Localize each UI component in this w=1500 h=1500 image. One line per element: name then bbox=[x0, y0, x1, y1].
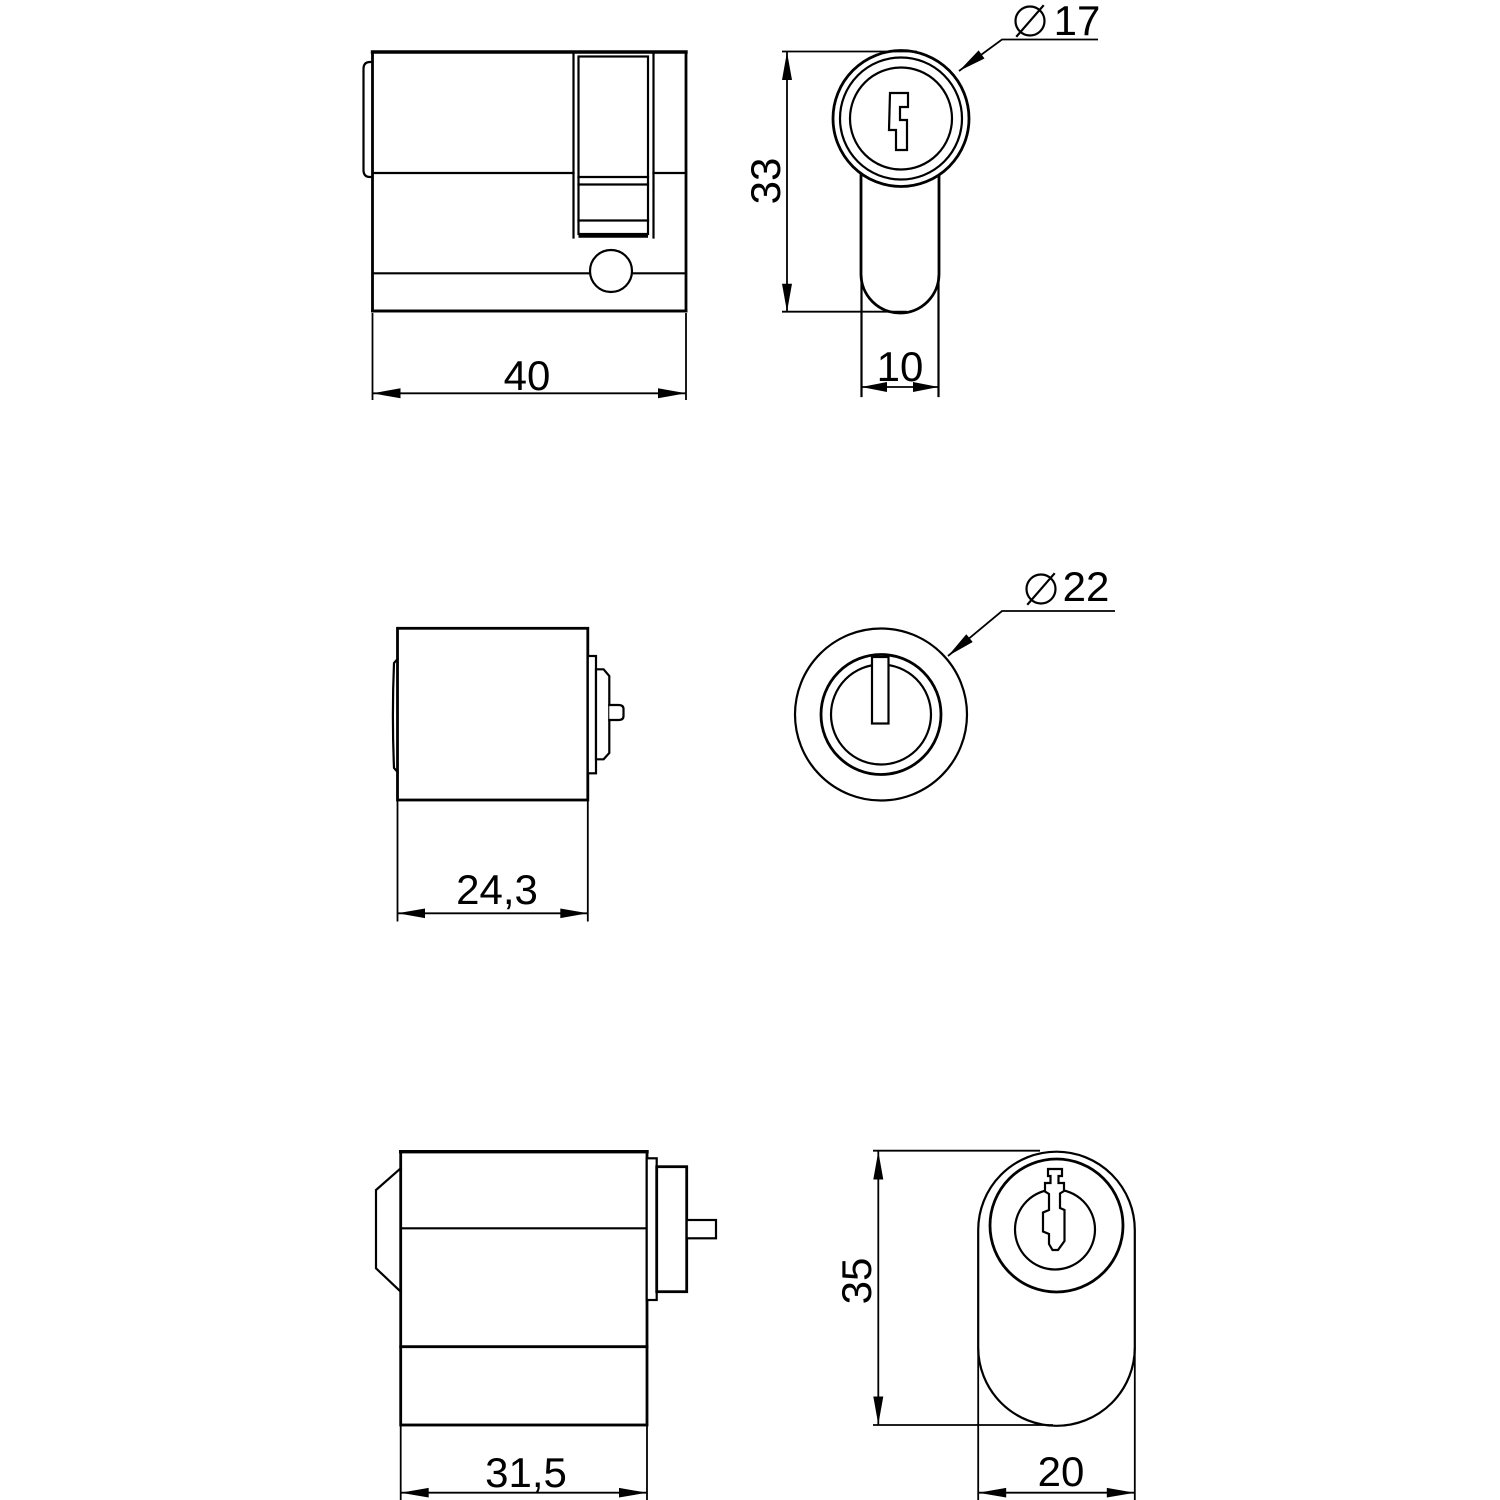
view-half-cylinder-front bbox=[742, 0, 1100, 396]
dim-label-17: 17 bbox=[1053, 0, 1101, 44]
arrow-down-icon bbox=[782, 284, 792, 312]
dim-label-24-3: 24,3 bbox=[456, 866, 538, 913]
diameter-symbol-icon bbox=[1016, 6, 1045, 36]
dimension-width-24-3 bbox=[398, 800, 588, 922]
screw-hole-circle bbox=[590, 250, 632, 292]
tail-pin bbox=[609, 705, 623, 720]
rear-plate bbox=[596, 669, 609, 759]
arrow-down-icon bbox=[873, 1397, 883, 1425]
dim-label-35: 35 bbox=[833, 1257, 880, 1305]
leader-diameter-22 bbox=[948, 563, 1115, 656]
arrow-up-icon bbox=[873, 1152, 883, 1180]
front-cap-chamfer bbox=[376, 1168, 401, 1291]
arrow-right-icon bbox=[619, 1488, 647, 1498]
arrow-left-icon bbox=[978, 1488, 1006, 1498]
arrow-left-icon bbox=[373, 388, 401, 398]
leader-diameter-17 bbox=[959, 0, 1100, 71]
view-oval-cylinder-front bbox=[833, 1151, 1135, 1500]
view-oval-cylinder-side bbox=[376, 1152, 716, 1500]
arrow-right-icon bbox=[560, 909, 588, 919]
cylinder-body-outline bbox=[401, 1152, 647, 1425]
view-round-cylinder-side bbox=[393, 628, 624, 921]
keyway-profile bbox=[872, 657, 889, 724]
dimension-width-31-5 bbox=[401, 1425, 647, 1500]
diameter-symbol-icon bbox=[1027, 574, 1056, 604]
arrow-right-icon bbox=[1107, 1488, 1135, 1498]
cylinder-body-outline bbox=[398, 628, 588, 800]
rear-flange bbox=[647, 1158, 657, 1300]
dim-label-10: 10 bbox=[876, 343, 924, 390]
cam-slot-inner bbox=[579, 57, 649, 235]
arrow-left-icon bbox=[401, 1488, 429, 1498]
view-half-cylinder-side bbox=[364, 52, 687, 400]
leader-arrow-icon bbox=[959, 50, 985, 71]
dim-label-20: 20 bbox=[1037, 1448, 1085, 1495]
tail-pin bbox=[687, 1220, 716, 1238]
profile-foot bbox=[861, 172, 939, 313]
arrow-left-icon bbox=[398, 909, 426, 919]
dim-label-31-5: 31,5 bbox=[485, 1449, 567, 1496]
dim-label-33: 33 bbox=[742, 157, 789, 205]
rear-plate bbox=[657, 1167, 687, 1292]
dimension-width-40 bbox=[373, 313, 687, 400]
dim-label-22: 22 bbox=[1062, 563, 1110, 610]
rear-flange bbox=[588, 656, 596, 773]
arrow-right-icon bbox=[658, 388, 686, 398]
dim-label-40: 40 bbox=[503, 352, 551, 399]
arrow-up-icon bbox=[782, 52, 792, 80]
view-round-cylinder-front bbox=[795, 563, 1115, 801]
leader-line bbox=[948, 611, 1115, 656]
